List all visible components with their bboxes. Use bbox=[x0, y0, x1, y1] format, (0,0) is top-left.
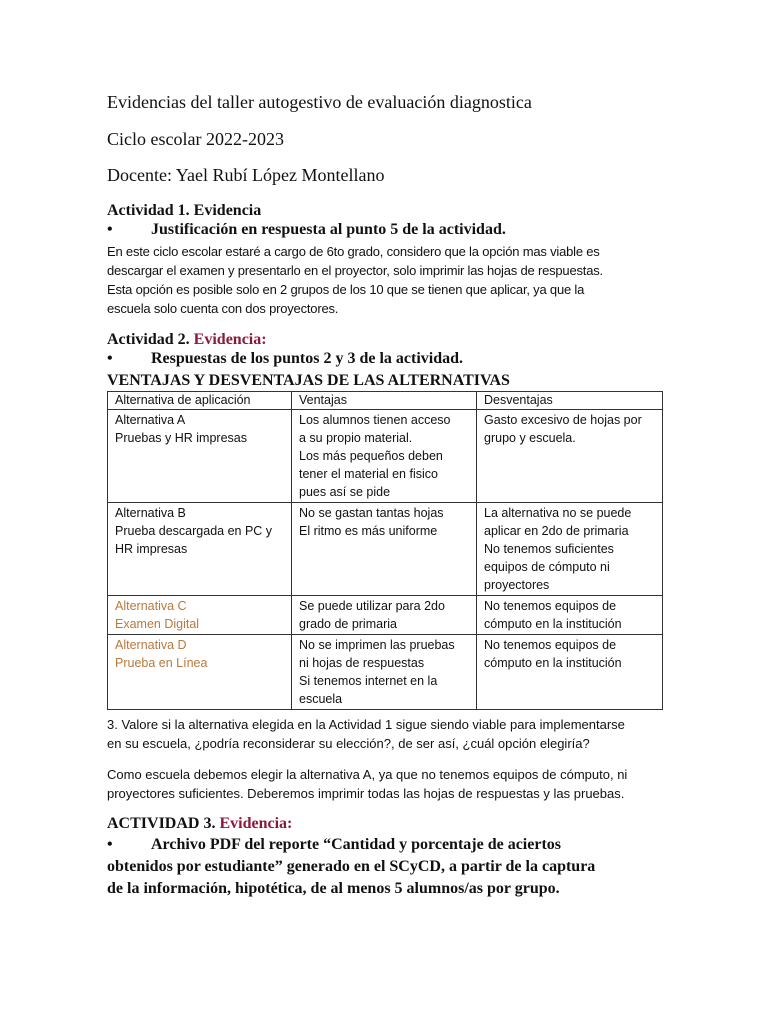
table-row bbox=[108, 635, 663, 710]
cell-line: El ritmo es más uniforme bbox=[299, 524, 438, 538]
disadvantages-cell bbox=[477, 503, 663, 596]
paragraph-line: escuela solo cuenta con dos proyectores. bbox=[107, 301, 339, 316]
cell-line: aplicar en 2do de primaria bbox=[484, 524, 629, 538]
alternative-cell bbox=[108, 410, 292, 503]
alternatives-table bbox=[107, 391, 663, 710]
cell-line: Los alumnos tienen acceso bbox=[299, 413, 451, 427]
cell-line: tener el material en fisico bbox=[299, 467, 438, 481]
advantages-cell bbox=[292, 503, 477, 596]
cell-line: No tenemos suficientes bbox=[484, 542, 614, 556]
activity3-line bbox=[107, 834, 667, 856]
cell-line: pues así se pide bbox=[299, 485, 391, 499]
cell-line: cómputo en la institución bbox=[484, 617, 622, 631]
cell-line: grado de primaria bbox=[299, 617, 397, 631]
cell-line: grupo y escuela. bbox=[484, 431, 576, 445]
cell-line: No se gastan tantas hojas bbox=[299, 506, 444, 520]
paragraph-line: 3. Valore si la alternativa elegida en la Actividad 1 sigue siendo viable para implementarse bbox=[107, 717, 625, 732]
bullet-icon: • bbox=[107, 350, 113, 367]
cell-line: Gasto excesivo de hojas por bbox=[484, 413, 642, 427]
cell-line: No tenemos equipos de bbox=[484, 599, 617, 613]
cell-line: HR impresas bbox=[115, 542, 188, 556]
column-header: Alternativa de aplicación bbox=[108, 392, 292, 410]
paragraph-line: Como escuela debemos elegir la alternativa A, ya que no tenemos equipos de cómputo, ni bbox=[107, 767, 628, 782]
cell-line: No tenemos equipos de bbox=[484, 638, 617, 652]
cell-line: proyectores bbox=[484, 578, 550, 592]
cell-line: Prueba descargada en PC y bbox=[115, 524, 273, 538]
advantages-cell bbox=[292, 596, 477, 635]
question-3 bbox=[107, 715, 667, 753]
disadvantages-cell bbox=[477, 635, 663, 710]
table-row bbox=[108, 596, 663, 635]
table-header-row bbox=[108, 392, 663, 410]
activity2-heading-prefix: Actividad 2. bbox=[107, 331, 190, 348]
cell-line: Si tenemos internet en la bbox=[299, 674, 438, 688]
paragraph-line: descargar el examen y presentarlo en el proyector, solo imprimir las hojas de respuestas. bbox=[107, 263, 603, 278]
teacher-name: Docente: Yael Rubí López Montellano bbox=[107, 165, 385, 185]
table-row bbox=[108, 410, 663, 503]
cell-line: a su propio material. bbox=[299, 431, 413, 445]
activity2-heading bbox=[107, 331, 267, 349]
cell-line: cómputo en la institución bbox=[484, 656, 622, 670]
activity1-bullet-text: Justificación en respuesta al punto 5 de la actividad. bbox=[151, 221, 506, 238]
activity3-line: de la información, hipotética, de al menos 5 alumnos/as por grupo. bbox=[107, 880, 560, 897]
cell-line: Los más pequeños deben bbox=[299, 449, 443, 463]
document-title: Evidencias del taller autogestivo de evaluación diagnostica bbox=[107, 92, 532, 112]
cell-line: escuela bbox=[299, 692, 343, 706]
activity2-bullet bbox=[107, 350, 463, 368]
activity3-evidence-label: Evidencia: bbox=[219, 815, 293, 832]
table-row bbox=[108, 503, 663, 596]
cell-line: Prueba en Línea bbox=[115, 656, 208, 670]
alternative-cell bbox=[108, 596, 292, 635]
answer-3 bbox=[107, 765, 667, 803]
activity3-line: obtenidos por estudiante” generado en el SCyCD, a partir de la captura bbox=[107, 858, 596, 875]
activity3-heading-prefix: ACTIVIDAD 3. bbox=[107, 815, 216, 832]
cell-line: equipos de cómputo ni bbox=[484, 560, 610, 574]
advantages-cell bbox=[292, 410, 477, 503]
disadvantages-cell bbox=[477, 410, 663, 503]
cell-line: Alternativa C bbox=[115, 599, 187, 613]
activity3-line-text: Archivo PDF del reporte “Cantidad y porcentaje de aciertos bbox=[151, 836, 562, 853]
alternative-cell bbox=[108, 635, 292, 710]
activity3-bullet bbox=[107, 834, 667, 900]
paragraph-line: En este ciclo escolar estaré a cargo de 6to grado, considero que la opción mas viable es bbox=[107, 244, 600, 259]
cell-line: Examen Digital bbox=[115, 617, 200, 631]
table-title: VENTAJAS Y DESVENTAJAS DE LAS ALTERNATIVAS bbox=[107, 372, 510, 389]
activity1-justification bbox=[107, 242, 667, 318]
activity1-heading: Actividad 1. Evidencia bbox=[107, 202, 262, 219]
disadvantages-cell bbox=[477, 596, 663, 635]
paragraph-line: en su escuela, ¿podría reconsiderar su elección?, de ser así, ¿cuál opción elegiría? bbox=[107, 736, 590, 751]
alternative-cell bbox=[108, 503, 292, 596]
activity1-bullet bbox=[107, 221, 506, 239]
paragraph-line: proyectores suficientes. Deberemos imprimir todas las hojas de respuestas y las pruebas. bbox=[107, 786, 625, 801]
column-header: Ventajas bbox=[292, 392, 477, 410]
cell-line: Se puede utilizar para 2do bbox=[299, 599, 445, 613]
paragraph-line: Esta opción es posible solo en 2 grupos de los 10 que se tienen que aplicar, ya que la bbox=[107, 282, 585, 297]
school-cycle: Ciclo escolar 2022-2023 bbox=[107, 129, 284, 149]
cell-line: La alternativa no se puede bbox=[484, 506, 632, 520]
cell-line: ni hojas de respuestas bbox=[299, 656, 425, 670]
activity2-evidence-label: Evidencia: bbox=[193, 331, 267, 348]
cell-line: Alternativa D bbox=[115, 638, 187, 652]
column-header: Desventajas bbox=[477, 392, 663, 410]
activity2-bullet-text: Respuestas de los puntos 2 y 3 de la actividad. bbox=[151, 350, 464, 367]
bullet-icon: • bbox=[107, 836, 113, 853]
cell-line: Alternativa B bbox=[115, 506, 186, 520]
activity3-heading bbox=[107, 815, 292, 833]
bullet-icon: • bbox=[107, 221, 113, 238]
cell-line: Alternativa A bbox=[115, 413, 186, 427]
cell-line: Pruebas y HR impresas bbox=[115, 431, 247, 445]
advantages-cell bbox=[292, 635, 477, 710]
cell-line: No se imprimen las pruebas bbox=[299, 638, 455, 652]
